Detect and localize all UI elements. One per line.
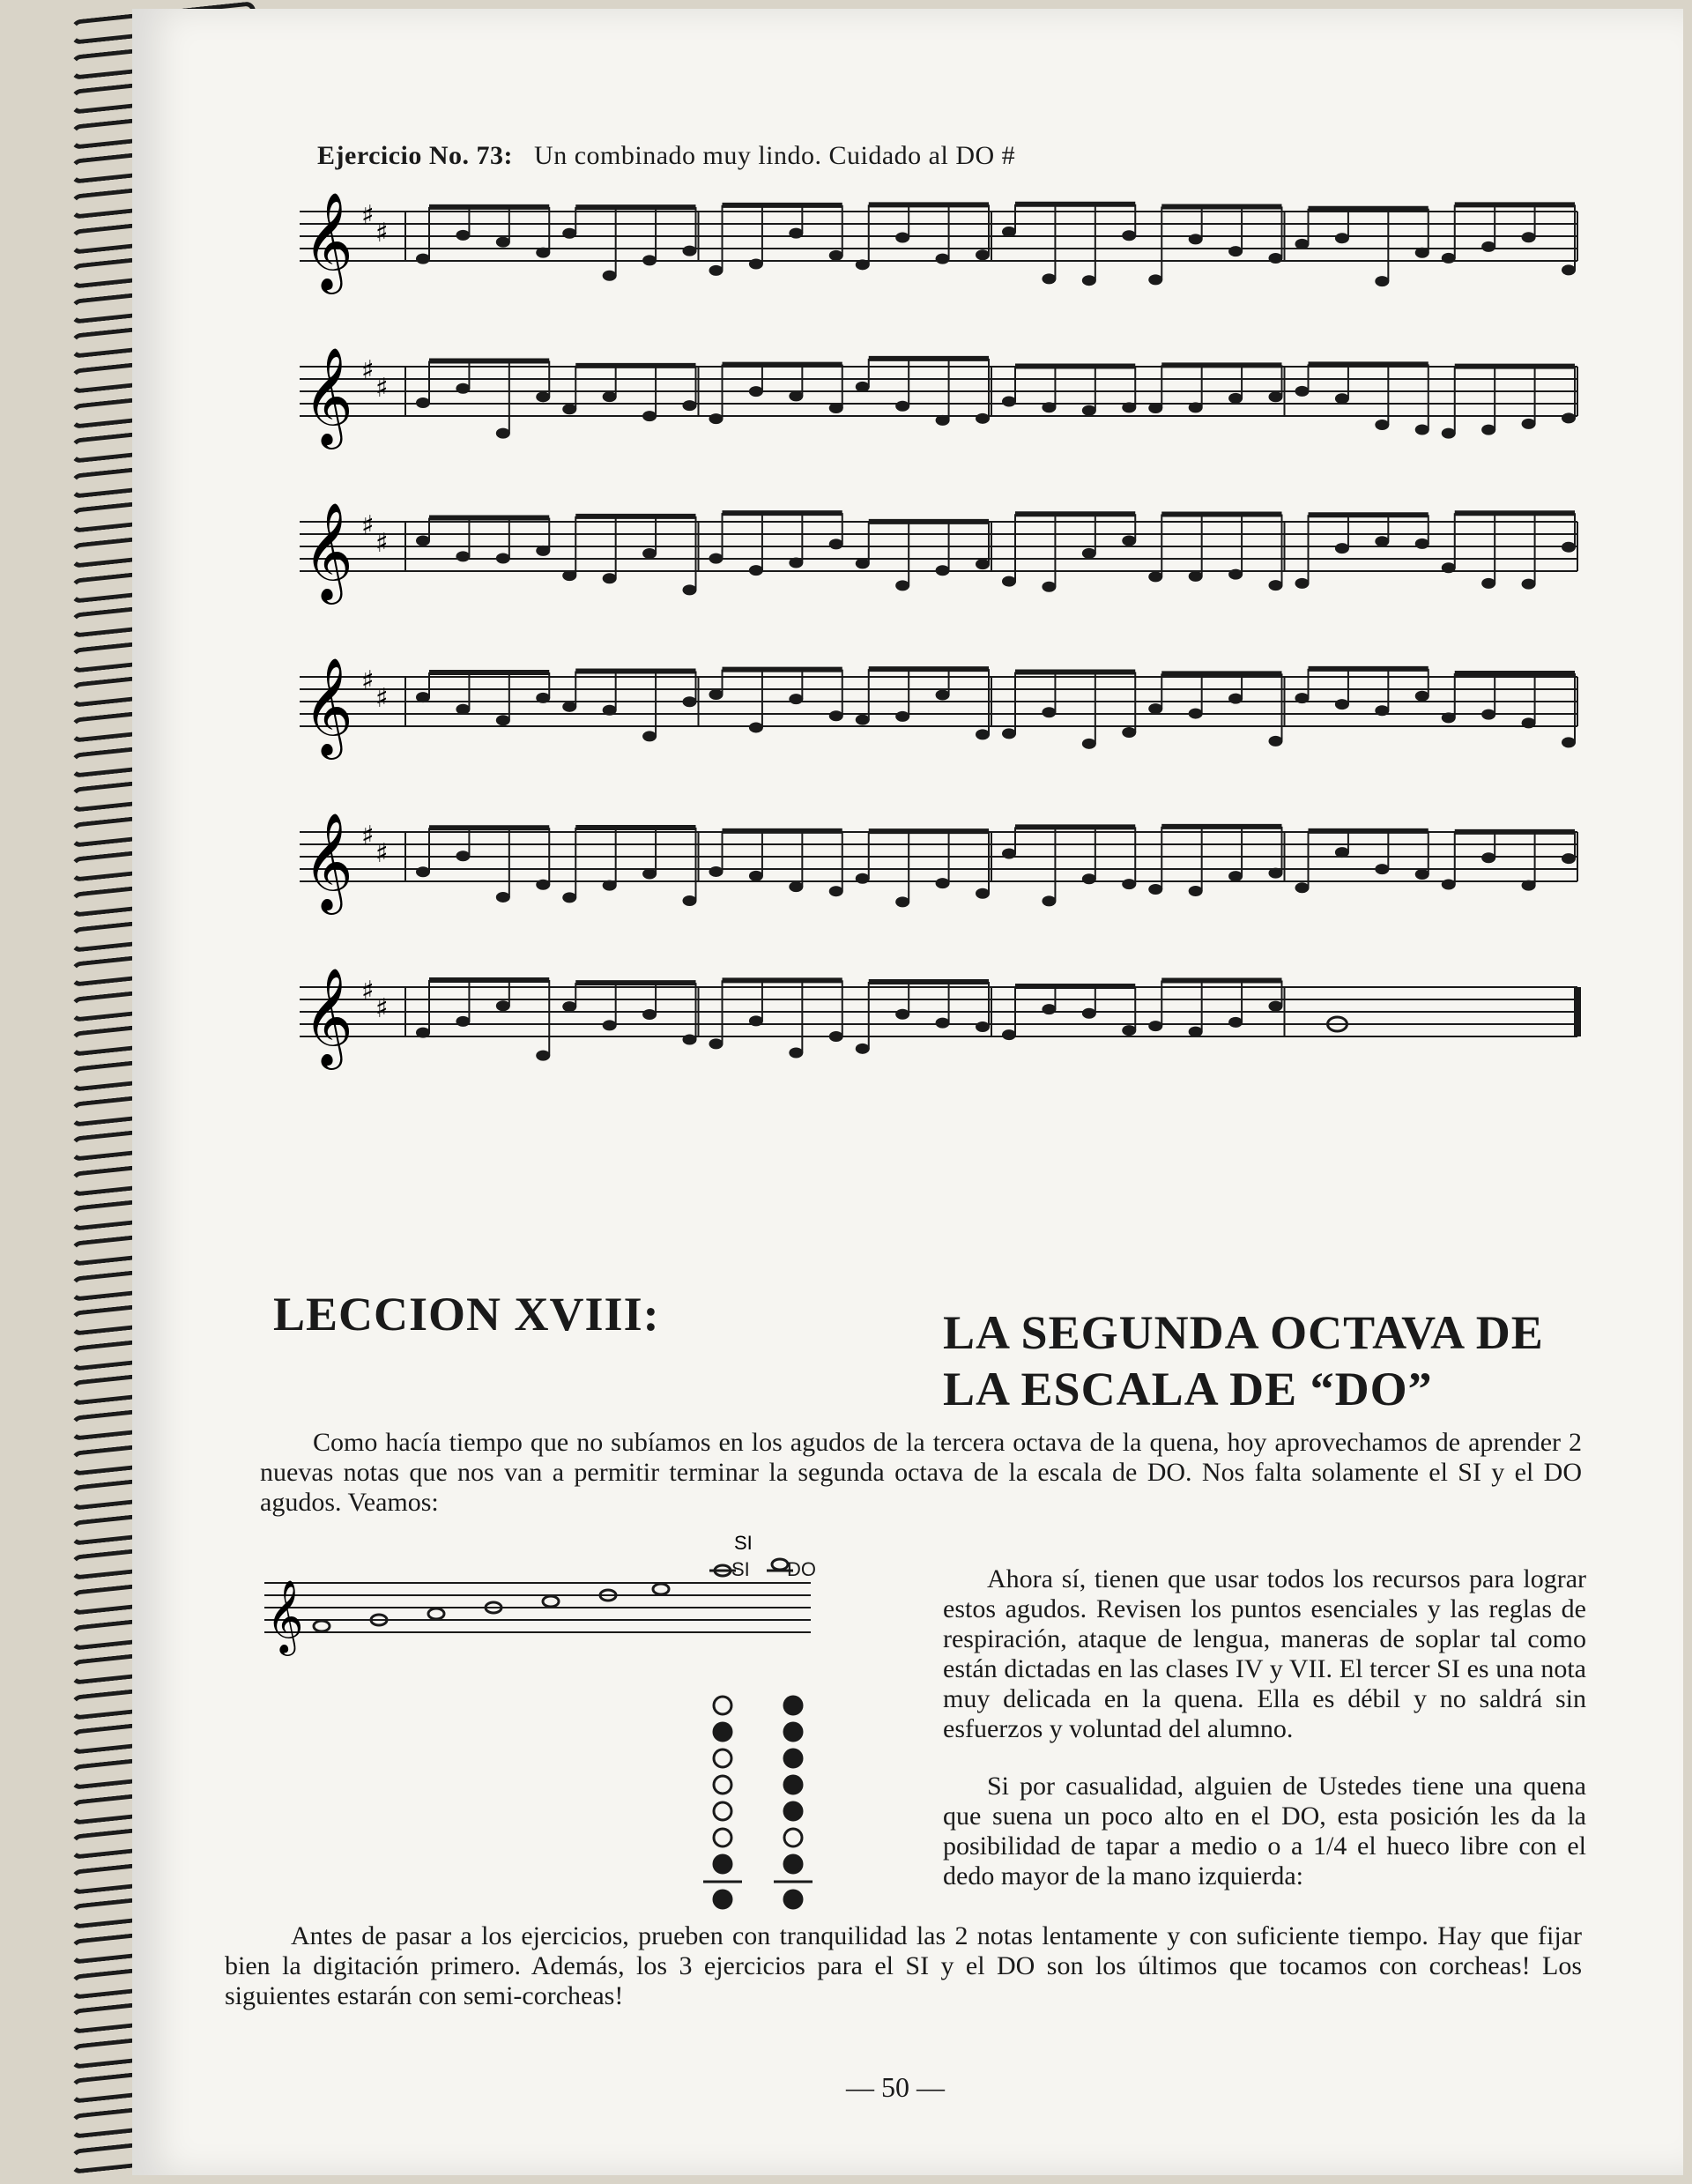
note-head bbox=[603, 573, 617, 583]
note-head bbox=[1002, 396, 1016, 406]
note-head bbox=[1335, 847, 1349, 858]
note-head bbox=[789, 694, 803, 704]
note-head bbox=[603, 880, 617, 891]
note-head bbox=[1122, 1025, 1136, 1036]
staff bbox=[300, 657, 1577, 760]
note-head bbox=[749, 1015, 763, 1026]
staff bbox=[300, 967, 1577, 1070]
scale-diagram bbox=[247, 1532, 864, 1930]
treble-clef-icon: 𝄞 bbox=[303, 501, 353, 600]
note-head bbox=[562, 1001, 576, 1012]
note-head bbox=[789, 881, 803, 892]
note-head bbox=[936, 415, 950, 426]
note-head bbox=[1189, 709, 1203, 719]
note-head bbox=[1269, 580, 1283, 591]
note-head bbox=[1295, 578, 1310, 589]
note-head bbox=[642, 731, 657, 741]
note-head bbox=[1042, 707, 1056, 717]
note-head bbox=[829, 539, 843, 549]
note-head bbox=[936, 690, 950, 701]
note-head bbox=[683, 584, 697, 595]
note-head bbox=[603, 391, 617, 402]
fingering-do bbox=[774, 1697, 813, 1908]
note-head bbox=[1562, 264, 1576, 275]
note-head bbox=[603, 1020, 617, 1030]
note-head bbox=[1189, 234, 1203, 244]
note-head bbox=[1269, 1001, 1283, 1012]
note-head bbox=[1002, 227, 1016, 237]
note-head bbox=[976, 729, 990, 739]
note-head bbox=[1228, 871, 1243, 881]
note-head bbox=[1228, 246, 1243, 256]
note-head bbox=[562, 228, 576, 239]
note-head bbox=[829, 1031, 843, 1042]
treble-clef-icon: 𝄞 bbox=[303, 812, 353, 910]
note-head bbox=[1442, 562, 1456, 573]
note-head bbox=[789, 390, 803, 401]
note-head bbox=[1002, 1029, 1016, 1040]
note-head bbox=[1189, 1027, 1203, 1037]
note-head bbox=[789, 1047, 803, 1058]
note-head bbox=[416, 397, 430, 408]
note-head bbox=[1189, 571, 1203, 582]
note-head bbox=[642, 411, 657, 421]
fingering-si bbox=[703, 1697, 742, 1908]
note-head bbox=[1122, 879, 1136, 889]
note-head bbox=[856, 715, 870, 725]
note-head bbox=[895, 580, 909, 591]
note-head bbox=[1481, 241, 1495, 252]
note-head bbox=[1481, 709, 1495, 720]
lesson-title-line1: LA SEGUNDA OCTAVA DE bbox=[943, 1306, 1544, 1359]
note-head bbox=[1522, 880, 1536, 891]
note-head bbox=[1042, 273, 1056, 284]
note-head bbox=[749, 258, 763, 269]
note-head bbox=[642, 1009, 657, 1020]
note-head bbox=[1481, 425, 1495, 435]
note-head bbox=[1148, 703, 1162, 714]
note-head bbox=[456, 1016, 470, 1027]
note-head bbox=[1042, 1004, 1056, 1014]
note-head bbox=[1415, 248, 1429, 258]
note-head bbox=[856, 558, 870, 568]
note-head bbox=[936, 878, 950, 888]
note-head bbox=[1481, 852, 1495, 863]
note-head bbox=[536, 248, 550, 258]
note-head bbox=[1002, 728, 1016, 739]
note-head bbox=[603, 705, 617, 716]
sharp-icon: ♯ bbox=[375, 838, 389, 869]
note-head bbox=[709, 866, 724, 877]
note-head bbox=[1189, 886, 1203, 896]
note-head bbox=[895, 1009, 909, 1020]
note-head bbox=[1522, 419, 1536, 429]
note-head bbox=[1415, 869, 1429, 880]
note-head bbox=[1122, 727, 1136, 738]
note-head bbox=[895, 232, 909, 242]
note-head bbox=[1415, 691, 1429, 702]
note-head bbox=[456, 851, 470, 861]
note-head bbox=[1415, 539, 1429, 549]
note-head bbox=[829, 886, 843, 896]
note-head bbox=[976, 559, 990, 569]
note-head bbox=[456, 230, 470, 241]
note-head bbox=[976, 249, 990, 260]
note-head bbox=[1481, 578, 1495, 589]
note-head bbox=[709, 413, 724, 424]
note-head bbox=[1295, 386, 1310, 397]
treble-clef-icon: 𝄞 bbox=[303, 657, 353, 755]
note-head bbox=[856, 873, 870, 884]
note-head bbox=[562, 892, 576, 903]
note-head bbox=[1335, 543, 1349, 553]
sharp-icon: ♯ bbox=[375, 528, 389, 559]
note-head bbox=[1442, 712, 1456, 723]
note-head bbox=[1122, 535, 1136, 546]
note-head bbox=[1442, 428, 1456, 439]
treble-clef-icon: 𝄞 bbox=[303, 346, 353, 445]
note-head bbox=[829, 250, 843, 261]
note-head bbox=[936, 254, 950, 264]
note-head bbox=[1442, 253, 1456, 264]
note-head bbox=[536, 546, 550, 556]
note-head bbox=[1042, 895, 1056, 906]
note-head bbox=[1442, 880, 1456, 890]
sharp-icon: ♯ bbox=[361, 355, 375, 386]
note-head bbox=[749, 565, 763, 576]
note-head bbox=[936, 565, 950, 576]
note-head bbox=[1042, 402, 1056, 412]
intro-paragraph: Como hacía tiempo que no subíamos en los agudos de la tercera octava de la quena, hoy aprovechamos de aprender 2 nuevas notas que nos van a permitir terminar la segunda octava de la escala de DO. Nos falta solamente el SI y el DO agudos. Veamos: bbox=[260, 1428, 1582, 1517]
note-head bbox=[536, 1051, 550, 1061]
note-head bbox=[1562, 853, 1576, 864]
note-head bbox=[1082, 275, 1096, 286]
si-label: SI bbox=[734, 1532, 753, 1554]
note-head bbox=[1562, 412, 1576, 423]
note-head bbox=[709, 689, 724, 700]
note-head bbox=[1562, 542, 1576, 553]
note-head bbox=[1228, 1017, 1243, 1028]
right-paragraph-2: Si por casualidad, alguien de Ustedes tiene una quena que suena un poco alto en el DO, esta posición les da la posibilidad de tapar a medio o a 1/4 el hueco libre con el dedo mayor de la mano izquierda: bbox=[943, 1772, 1586, 1891]
note-head bbox=[709, 265, 724, 276]
exercise-heading bbox=[317, 141, 1015, 171]
note-head bbox=[1375, 864, 1389, 874]
note-head bbox=[1122, 402, 1136, 412]
note-head bbox=[496, 237, 510, 248]
note-head bbox=[976, 888, 990, 899]
note-head bbox=[709, 1038, 724, 1049]
note-head bbox=[496, 428, 510, 439]
treble-clef-icon: 𝄞 bbox=[303, 191, 353, 290]
note-head bbox=[1082, 739, 1096, 749]
note-head bbox=[856, 259, 870, 270]
note-head bbox=[749, 871, 763, 881]
note-head bbox=[1002, 576, 1016, 587]
note-head bbox=[496, 553, 510, 563]
sharp-icon: ♯ bbox=[375, 993, 389, 1024]
note-head bbox=[976, 1021, 990, 1032]
note-head bbox=[1375, 276, 1389, 286]
note-head bbox=[1295, 239, 1310, 249]
note-head bbox=[749, 722, 763, 732]
note-head bbox=[416, 535, 430, 546]
note-head bbox=[456, 551, 470, 561]
staff bbox=[300, 812, 1577, 915]
note-head bbox=[1522, 232, 1536, 242]
note-head bbox=[642, 548, 657, 559]
note-head bbox=[789, 557, 803, 568]
note-head bbox=[416, 254, 430, 264]
lesson-title-line2: LA ESCALA DE “DO” bbox=[943, 1363, 1433, 1415]
note-head bbox=[1228, 393, 1243, 404]
si-note-label: SI bbox=[731, 1558, 750, 1580]
note-head bbox=[1415, 425, 1429, 435]
note-head bbox=[683, 400, 697, 411]
note-head bbox=[1002, 849, 1016, 859]
note-head bbox=[1335, 699, 1349, 709]
note-head bbox=[1562, 737, 1576, 747]
note-head bbox=[1082, 405, 1096, 416]
note-head bbox=[456, 383, 470, 394]
note-head bbox=[1295, 693, 1310, 703]
right-paragraph-1: Ahora sí, tienen que usar todos los recursos para lograr estos agudos. Revisen los puntos esenciales y las reglas de respiración, ataque de lengua, maneras de soplar tal como están dictadas en las clases IV y VII. El tercer SI es una nota muy delicada en la quena. Ella es débil y no saldrá sin esfuerzos y voluntad del alumno. bbox=[943, 1564, 1586, 1743]
note-head bbox=[536, 693, 550, 703]
note-head bbox=[1375, 536, 1389, 546]
sharp-icon: ♯ bbox=[361, 976, 375, 1007]
sharp-icon: ♯ bbox=[361, 665, 375, 696]
note-head bbox=[895, 896, 909, 907]
lesson-number: LECCION XVIII: bbox=[273, 1288, 660, 1341]
note-head bbox=[829, 403, 843, 413]
note-head bbox=[1148, 403, 1162, 413]
note-head bbox=[416, 1028, 430, 1038]
note-head bbox=[856, 1044, 870, 1054]
sharp-icon: ♯ bbox=[361, 510, 375, 541]
note-head bbox=[562, 702, 576, 712]
note-head bbox=[1295, 882, 1310, 893]
note-head bbox=[895, 401, 909, 412]
sharp-icon: ♯ bbox=[375, 218, 389, 249]
staff bbox=[300, 191, 1577, 294]
note-head bbox=[496, 892, 510, 903]
note-head bbox=[683, 246, 697, 256]
lesson-title bbox=[943, 1304, 1613, 1417]
note-head bbox=[1228, 569, 1243, 580]
note-head bbox=[895, 711, 909, 722]
note-head bbox=[416, 866, 430, 877]
note-head bbox=[1522, 579, 1536, 590]
note-head bbox=[1082, 873, 1096, 884]
note-head bbox=[1269, 868, 1283, 879]
note-head bbox=[536, 391, 550, 402]
note-head bbox=[642, 255, 657, 265]
note-head bbox=[976, 413, 990, 424]
note-head bbox=[1228, 694, 1243, 704]
note-head bbox=[562, 570, 576, 581]
note-head bbox=[1148, 884, 1162, 895]
note-head bbox=[1375, 420, 1389, 430]
note-head bbox=[456, 704, 470, 715]
exercise-label: Ejercicio No. 73: bbox=[317, 141, 514, 170]
note-head bbox=[1335, 393, 1349, 404]
note-head bbox=[1189, 402, 1203, 412]
note-head bbox=[496, 715, 510, 725]
note-head bbox=[416, 692, 430, 702]
note-head bbox=[829, 710, 843, 721]
note-head bbox=[1269, 391, 1283, 402]
note-head bbox=[1148, 274, 1162, 285]
sharp-icon: ♯ bbox=[361, 821, 375, 851]
note-head bbox=[1522, 717, 1536, 728]
note-head bbox=[1082, 548, 1096, 559]
note-head bbox=[1122, 230, 1136, 241]
note-head bbox=[789, 228, 803, 239]
note-head bbox=[749, 386, 763, 397]
note-head bbox=[1148, 1021, 1162, 1031]
note-head bbox=[1269, 736, 1283, 747]
note-head bbox=[496, 1000, 510, 1011]
sharp-icon: ♯ bbox=[375, 683, 389, 714]
staff bbox=[300, 501, 1577, 605]
music-score bbox=[291, 191, 1595, 1093]
note-head bbox=[1335, 233, 1349, 243]
note-head bbox=[603, 271, 617, 281]
note-head bbox=[562, 404, 576, 414]
note-head bbox=[683, 895, 697, 906]
note-head bbox=[936, 1018, 950, 1029]
note-head bbox=[856, 382, 870, 392]
note-head bbox=[683, 1034, 697, 1044]
sharp-icon: ♯ bbox=[361, 200, 375, 231]
note-head bbox=[1375, 705, 1389, 716]
note-head bbox=[709, 553, 724, 564]
staff bbox=[300, 346, 1577, 449]
note-head bbox=[642, 869, 657, 880]
treble-clef-icon: 𝄞 bbox=[266, 1579, 304, 1653]
note-head bbox=[536, 880, 550, 890]
note-head bbox=[683, 696, 697, 707]
treble-clef-icon: 𝄞 bbox=[303, 967, 353, 1066]
sharp-icon: ♯ bbox=[375, 373, 389, 404]
note-head bbox=[1042, 582, 1056, 592]
closing-paragraph: Antes de pasar a los ejercicios, prueben con tranquilidad las 2 notas lentamente y con suficiente tiempo. Hay que fijar bien la digitación primero. Además, los 3 ejercicios para el SI y el DO son los últimos que tocamos con corcheas! Los siguientes estarán con semi-corcheas! bbox=[225, 1921, 1582, 2010]
note-head bbox=[1269, 253, 1283, 264]
page-number: — 50 — bbox=[846, 2071, 945, 2103]
note-head bbox=[1082, 1008, 1096, 1019]
do-note-label: DO bbox=[787, 1558, 816, 1580]
note-head bbox=[1148, 571, 1162, 582]
exercise-description: Un combinado muy lindo. Cuidado al DO # bbox=[534, 141, 1016, 170]
